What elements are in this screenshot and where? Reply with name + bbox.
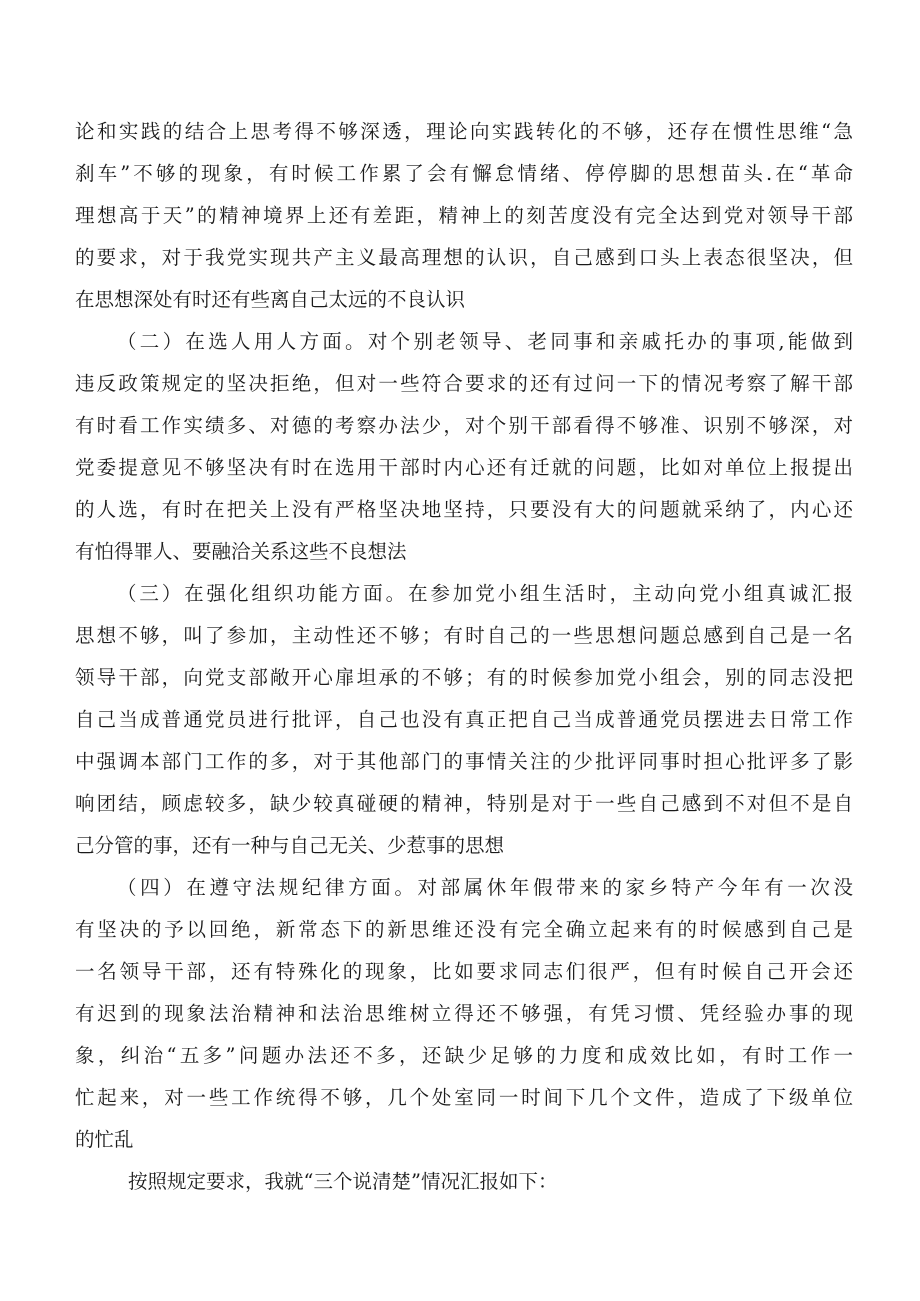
text-line: 刹车”不够的现象，有时候工作累了会有懈怠情绪、停停脚的思想苗头.在“革命 xyxy=(75,162,853,185)
text-line: 有迟到的现象法治精神和法治思维树立得还不够强，有凭习惯、凭经验办事的现 xyxy=(75,1002,853,1025)
text-line: 响团结，顾虑较多，缺少较真碰硬的精神，特别是对于一些自己感到不对但不是自 xyxy=(75,792,853,815)
text-line: 在思想深处有时还有些离自己太远的不良认识 xyxy=(75,288,466,311)
text-line: 论和实践的结合上思考得不够深透，理论向实践转化的不够，还存在惯性思维“急 xyxy=(75,120,853,143)
text-line: 思想不够，叫了参加，主动性还不够；有时自己的一些思想问题总感到自己是一名 xyxy=(75,624,853,647)
text-line: 理想高于天”的精神境界上还有差距，精神上的刻苦度没有完全达到党对领导干部 xyxy=(75,204,853,227)
text-line: 党委提意见不够坚决有时在选用干部时内心还有迁就的问题，比如对单位上报提出 xyxy=(75,456,853,479)
text-line: 己分管的事，还有一种与自己无关、少惹事的思想 xyxy=(75,834,505,857)
text-line: 有坚决的予以回绝，新常态下的新思维还没有完全确立起来有的时候感到自己是 xyxy=(75,918,853,941)
text-line: 领导干部，向党支部敞开心扉坦承的不够；有的时候参加党小组会，别的同志没把 xyxy=(75,666,853,689)
text-line: （三）在强化组织功能方面。在参加党小组生活时，主动向党小组真诚汇报 xyxy=(117,582,853,605)
text-line: 一名领导干部，还有特殊化的现象，比如要求同志们很严，但有时候自己开会还 xyxy=(75,960,853,983)
text-line: （二）在选人用人方面。对个别老领导、老同事和亲戚托办的事项,能做到 xyxy=(117,330,853,353)
text-line: 的要求，对于我党实现共产主义最高理想的认识，自己感到口头上表态很坚决，但 xyxy=(75,246,853,269)
text-line: 自己当成普通党员进行批评，自己也没有真正把自己当成普通党员摆进去日常工作 xyxy=(75,708,853,731)
text-line: 有怕得罪人、要融洽关系这些不良想法 xyxy=(75,540,407,563)
text-line: 违反政策规定的坚决拒绝，但对一些符合要求的还有过问一下的情况考察了解干部 xyxy=(75,372,853,395)
text-line: 的人选，有时在把关上没有严格坚决地坚持，只要没有大的问题就采纳了，内心还 xyxy=(75,498,853,521)
text-line: 中强调本部门工作的多，对于其他部门的事情关注的少批评同事时担心批评多了影 xyxy=(75,750,853,773)
text-line: 象，纠治“五多”问题办法还不多，还缺少足够的力度和成效比如，有时工作一 xyxy=(75,1044,853,1067)
text-line: 的忙乱 xyxy=(75,1128,134,1151)
closing-sentence: 按照规定要求，我就“三个说清楚”情况汇报如下： xyxy=(128,1170,558,1193)
text-line: 忙起来，对一些工作统得不够，几个处室同一时间下几个文件，造成了下级单位 xyxy=(75,1086,853,1109)
text-line: 有时看工作实绩多、对德的考察办法少，对个别干部看得不够准、识别不够深，对 xyxy=(75,414,853,437)
text-line: （四）在遵守法规纪律方面。对部属休年假带来的家乡特产今年有一次没 xyxy=(117,876,853,899)
